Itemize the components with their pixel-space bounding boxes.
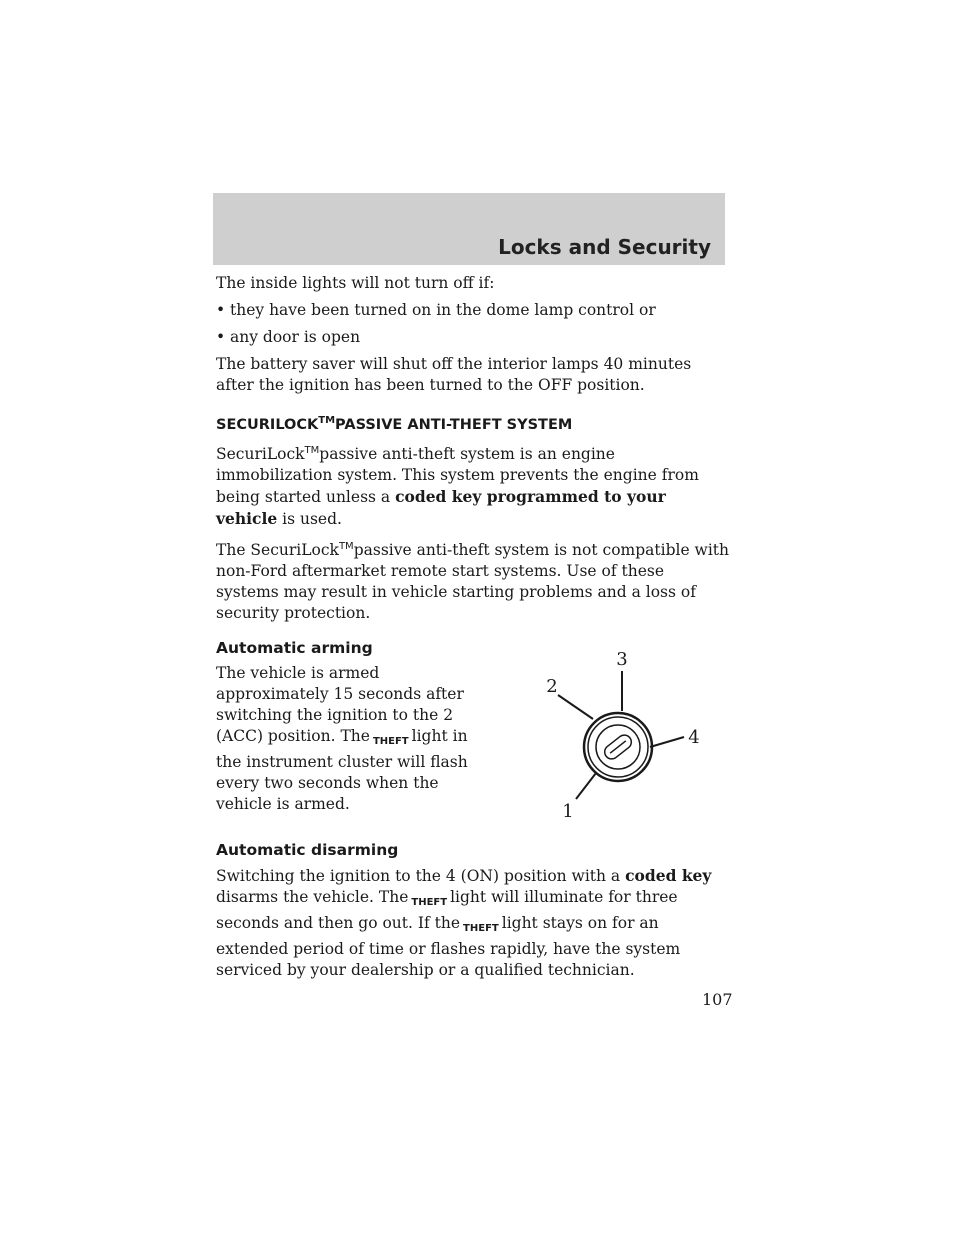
position-label-1: 1: [562, 801, 574, 823]
arming-block: [216, 649, 731, 828]
arming-heading: Automatic arming: [216, 639, 373, 658]
trademark-mark: TM: [304, 444, 320, 456]
arming-text: The vehicle is armed approximately 15 seconds after switching the ignition to the 2 (ACC) position. The THEFT light in the instrument cluster will flash every two seconds when the vehicle is armed.: [216, 664, 468, 814]
disarming-heading: Automatic disarming: [216, 841, 399, 860]
theft-indicator-label: THEFT: [463, 923, 499, 935]
trademark-mark: TM: [318, 415, 336, 426]
position-label-3: 3: [616, 649, 628, 671]
coded-key-emphasis: coded key: [625, 866, 712, 886]
chapter-header: [213, 193, 725, 265]
battery-saver-text: The battery saver will shut off the interior lamps 40 minutes after the ignition has been turned to the OFF position.: [216, 355, 692, 394]
section-heading: SECURILOCK™PASSIVE ANTI-THEFT SYSTEM: [216, 415, 573, 433]
list-item: • they have been turned on in the dome lamp control or: [216, 301, 656, 319]
list-item: • any door is open: [216, 328, 361, 346]
chapter-title: Locks and Security: [498, 235, 711, 259]
page-content: [216, 273, 731, 987]
theft-indicator-label: THEFT: [411, 897, 448, 909]
coded-key-emphasis: coded key programmed to your vehicle: [216, 486, 666, 528]
page-number: 107: [702, 990, 733, 1009]
theft-indicator-label: THEFT: [372, 736, 409, 748]
position-label-2: 2: [546, 676, 558, 698]
position-label-4: 4: [688, 727, 700, 749]
pointer-line-1: [576, 773, 596, 799]
intro-text: The inside lights will not turn off if:: [216, 274, 495, 292]
disarming-text: Switching the ignition to the 4 (ON) position with a coded key disarms the vehicle. The THEFT light will illuminate for three seconds and then go out. If the THEFT light stays on for an extended period of time or flashes rapidly, have the system serviced by your dealership or a qualified technician.: [216, 866, 712, 980]
key-slot-icon: [602, 732, 634, 762]
securilock-paragraph-1: SecuriLock™passive anti-theft system is an engine immobilization system. This system prevents the engine from being started unless a coded key programmed to your vehicle is used.: [216, 444, 699, 528]
ignition-switch-figure: [516, 637, 716, 827]
trademark-mark: TM: [338, 540, 354, 552]
securilock-paragraph-2: The SecuriLock™passive anti-theft system is not compatible with non-Ford aftermarket remote start systems. Use of these systems may result in vehicle starting problems and a loss of security protection.: [216, 540, 729, 623]
pointer-line-2: [558, 695, 593, 719]
pointer-line-4: [650, 737, 684, 747]
